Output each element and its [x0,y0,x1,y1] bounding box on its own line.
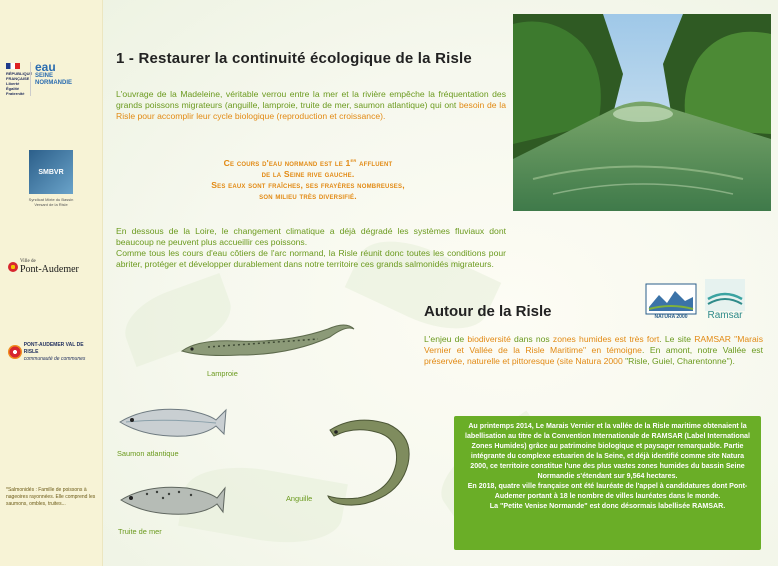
pavr-logo [8,340,98,364]
paragraph-biodiversity [424,334,763,367]
callout-line: affluent [356,157,393,168]
fish-caption-lamprey: Lamproie [207,369,238,378]
paragraph-highlight: besoin de la Risle pour accomplir leur cycle biologique (reproduction et croissance). [116,100,506,121]
paragraph-text: L'ouvrage de la Madeleine, véritable verrou entre la mer et la rivière empêche la fréquentation des grands poissons migrateurs (anguille, lamproie, truite de mer, saumon atlantique) qui ont [116,89,506,110]
rf-line: RÉPUBLIQUE [6,71,33,76]
rf-line: Liberté [6,81,20,86]
risle-river-photo [513,14,771,211]
smbvr-name: SMBVR [38,168,64,176]
paragraph-text: Comme tous les cours d'eau côtiers de l'arc normand, la Risle réunit donc toutes les conditions pour abriter, protéger et développer durablement dans notre territoire ces grands salmonidés migrateurs. [116,248,506,269]
pont-audemer-logo [8,258,98,276]
pavr-name: PONT-AUDEMER VAL DE RISLE [23,341,84,355]
paragraph-text: L'enjeu de [424,334,468,344]
callout-line: Ce cours d'eau normand est le 1 [223,157,351,168]
callout-line: de la Seine rive gauche. [261,168,355,179]
eel-illustration [310,414,418,514]
pa-prefix: Ville de [20,259,36,264]
pa-name: Pont-Audemer [20,264,79,275]
paragraph-text: . En amont, notre Vallée est [641,345,763,355]
paragraph-madeleine [116,89,506,122]
normandie-text: NORMANDIE [35,80,72,86]
river-illustration [513,14,771,211]
fish-caption-trout: Truite de mer [118,527,162,536]
callout-line: Ses eaux sont fraîches, ses frayères nombreuses, [211,179,405,190]
ramsar-icon [705,279,745,311]
natura-label: NATURA 2000 [654,314,688,320]
paragraph-text: "Risle, Guiel, Charentonne"). [622,356,735,366]
paragraph-highlight: biodiversité [467,334,511,344]
ramsar-box-text: En 2018, quatre ville française ont été lauréate de l'appel à candidatures dont Pont-Audemer portant à 18 le nombre de villes lauréates dans le monde. [467,482,748,500]
lamprey-illustration [178,311,360,371]
rf-line: Fraternité [6,91,25,96]
natura-2000-logo [645,283,697,323]
fish-caption-salmon: Saumon atlantique [117,449,179,458]
flower-icon [8,262,18,272]
logo-sidebar [0,0,103,566]
rf-line: FRANÇAISE [6,76,30,81]
pavr-sub: communauté de communes [23,355,86,362]
eau-seine-normandie-logo [30,62,90,96]
paragraph-climate [116,226,506,270]
risle-callout [158,156,458,202]
paragraph-text: . Le site [659,334,695,344]
eau-text: eau [35,60,56,74]
partner-logos-state-water [6,62,94,96]
section-title-around-risle: Autour de la Risle [424,303,552,320]
republique-francaise-logo [6,63,33,96]
paragraph-text: dans nos [510,334,553,344]
ramsar-label: Ramsar [707,310,743,321]
paragraph-highlight: zones humides est très fort [552,334,660,344]
salmonides-footnote: *Salmonidés : Famille de poissons à nageoires rayonnées. Elle comprend les saumons, ombles, truites... [6,487,96,507]
ramsar-logo [705,279,745,323]
paragraph-highlight: préservée, naturelle et pittoresque (site Natura 2000 [424,356,623,366]
callout-sup: er [350,158,357,164]
sea-trout-illustration [117,476,227,524]
smbvr-emblem [29,150,73,194]
rf-line: Égalité [6,86,20,91]
paragraph-text: En dessous de la Loire, le changement climatique a déjà dégradé les systèmes fluviaux dont beaucoup ne peuvent plus accueillir ces poissons. [116,226,506,247]
atlantic-salmon-illustration [116,398,228,446]
ramsar-info-box [454,416,761,550]
seine-text: SEINE [35,73,54,79]
french-flag-icon [6,63,20,69]
fish-caption-eel: Anguille [286,494,313,503]
ramsar-box-text: Au printemps 2014, Le Marais Vernier et la vallée de la Risle maritime obtenaient la labellisation au titre de la Convention Internationale de RAMSAR (Label International Zones Humides) grâce au patrimoine biologique et paysager remarquable. Partie intégrante du complexe estuarien de la Seine, et déjà identifié comme site Natura 2000, ce territoire constitue l'une des plus vastes zones humides du bassin Seine Normandie s'étendant sur 9,564 hectares. [465,422,750,480]
smbvr-logo [24,150,78,218]
section-title-continuity: 1 - Restaurer la continuité écologique de la Risle [116,50,472,67]
flower-icon [8,345,22,359]
smbvr-caption: Syndicat Mixte du Bassin Versant de la Risle [28,197,74,207]
callout-line: son milieu très diversifié. [259,190,357,201]
ramsar-box-text: La "Petite Venise Normande" est donc désormais labellisée RAMSAR. [489,502,726,510]
paragraph-highlight: RAMSAR "Marais Vernier et Vallée de la Risle Maritime" en témoigne [424,334,764,355]
